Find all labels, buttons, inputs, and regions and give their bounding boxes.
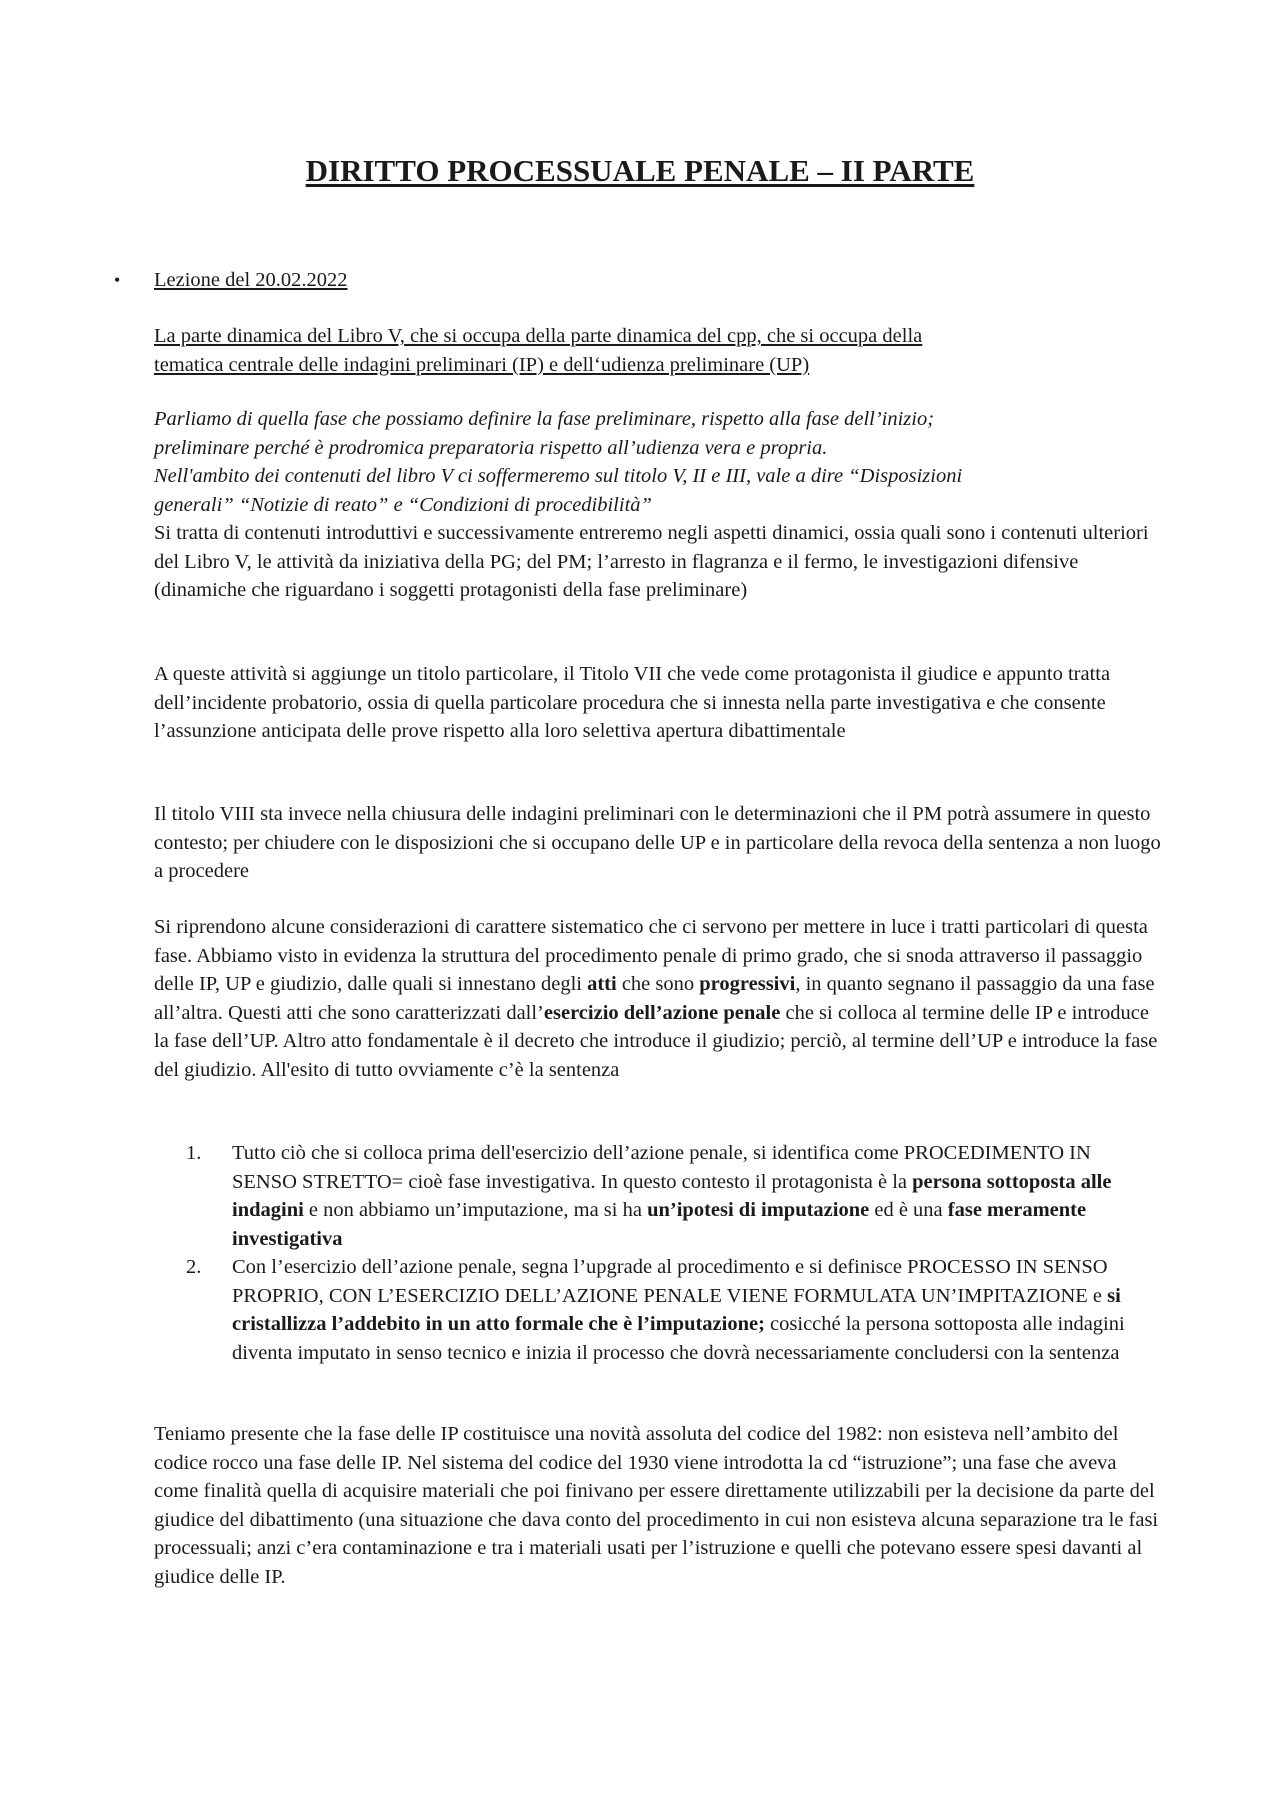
p4-bold-atti: atti [587, 973, 617, 995]
p4-text-2: che sono [616, 973, 700, 995]
p4-bold-esercizio: esercizio dell’azione penale [543, 1001, 781, 1024]
list-number: 1. [186, 1142, 202, 1164]
paragraph-2 [154, 660, 1164, 746]
li1-bold-2: un’ipotesi di imputazione [647, 1199, 870, 1221]
intro-line-2: tematica centrale delle indagini preliminari (IP) e dell‘udienza preliminare (UP) [154, 353, 810, 376]
intro-underlined-paragraph [154, 322, 1164, 379]
paragraph-4-text [154, 913, 1164, 1084]
p4-text-1: Si riprendono alcune considerazioni di carattere sistematico che ci servono per mettere in luce i tratti particolari di questa fase. Abbiamo visto in evidenza la struttura del procedimento penale di primo grado, che si snoda attraverso il passaggio delle IP, UP e giudizio, dalle quali si innestano degli [154, 916, 1148, 995]
li1-bold-1: persona sottoposta alle indagini [232, 1170, 1112, 1221]
paragraph-1 [154, 519, 1164, 605]
bullet-icon: • [114, 270, 121, 290]
li1-text-1: Tutto ciò che si colloca prima dell'esercizio dell’azione penale, si identifica come PROCEDIMENTO IN SENSO STRETTO= cioè fase investigativa. In questo contesto il protagonista è la [232, 1142, 1091, 1193]
paragraph-2-text: A queste attività si aggiunge un titolo particolare, il Titolo VII che vede come protagonista il giudice e appunto tratta dell’incidente probatorio, ossia di quella particolare procedura che si innesta nella parte investigativa e che consente l’assunzione anticipata delle prove rispetto alla loro selettiva apertura dibattimentale [154, 663, 1111, 742]
document-title: DIRITTO PROCESSUALE PENALE – II PARTE [305, 153, 975, 188]
list-item-2-text [232, 1253, 1156, 1367]
lesson-bullet-item [114, 266, 348, 294]
italic-line-4: generali” “Notizie di reato” e “Condizioni di procedibilità” [154, 493, 652, 516]
list-item-2 [186, 1253, 1156, 1367]
italic-line-1: Parliamo di quella fase che possiamo definire la fase preliminare, rispetto alla fase dell’inizio; [154, 408, 935, 430]
intro-line-1: La parte dinamica del Libro V, che si occupa della parte dinamica del cpp, che si occupa della [154, 325, 923, 347]
list-number: 2. [186, 1256, 202, 1278]
italic-paragraph [154, 405, 1164, 519]
italic-line-3: Nell'ambito dei contenuti del libro V ci soffermeremo sul titolo V, II e III, vale a dire “Disposizioni [154, 465, 963, 487]
li1-bold-3: fase meramente investigativa [232, 1199, 1087, 1250]
p4-text-4: che si colloca al termine delle IP e introduce la fase dell’UP. Altro atto fondamentale è il decreto che introduce il giudizio; perciò, al termine dell’UP e introduce la fase del giudizio. All'esito di tutto ovviamente c’è la sentenza [154, 1001, 1158, 1081]
li2-text-2: cosicché la persona sottoposta alle indagini diventa imputato in senso tecnico e inizia il processo che dovrà necessariamente concludersi con la sentenza [232, 1313, 1125, 1364]
paragraph-1-text: Si tratta di contenuti introduttivi e successivamente entreremo negli aspetti dinamici, ossia quali sono i contenuti ulteriori del Libro V, le attività da iniziativa della PG; del PM; l’arresto in flagranza e il fermo, le investigazioni difensive (dinamiche che riguardano i soggetti protagonisti della fase preliminare) [154, 522, 1149, 601]
li1-text-3: ed è una [869, 1199, 948, 1221]
list-item-1 [186, 1139, 1156, 1253]
p4-text-3: , in quanto segnano il passaggio da una fase all’altra. Questi atti che sono caratterizzati dall’ [154, 973, 1155, 1024]
paragraph-4 [154, 913, 1164, 1084]
li1-text-2: e non abbiamo un’imputazione, ma si ha [303, 1199, 648, 1221]
li2-bold-1: si cristallizza l’addebito in un atto formale che è l’imputazione; [232, 1284, 1121, 1335]
numbered-list [186, 1139, 1156, 1367]
list-item-1-text [232, 1139, 1156, 1253]
paragraph-5 [154, 1420, 1164, 1591]
lesson-date-label: Lezione del 20.02.2022 [154, 269, 348, 291]
paragraph-3-text: Il titolo VIII sta invece nella chiusura delle indagini preliminari con le determinazioni che il PM potrà assumere in questo contesto; per chiudere con le disposizioni che si occupano delle UP e in particolare della revoca della sentenza a non luogo a procedere [154, 803, 1161, 882]
italic-line-2: preliminare perché è prodromica preparatoria rispetto all’udienza vera e propria. [154, 436, 828, 459]
li2-text-1: Con l’esercizio dell’azione penale, segna l’upgrade al procedimento e si definisce PROCESSO IN SENSO PROPRIO, CON L’ESERCIZIO DELL’AZIONE PENALE VIENE FORMULATA UN’IMPITAZIONE e [232, 1256, 1108, 1307]
p4-bold-progressivi: progressivi [699, 973, 796, 995]
paragraph-5-text: Teniamo presente che la fase delle IP costituisce una novità assoluta del codice del 1982: non esisteva nell’ambito del codice rocco una fase delle IP. Nel sistema del codice del 1930 viene introdotta la cd “istruzione”; una fase che aveva come finalità quella di acquisire materiali che poi finivano per essere direttamente utilizzabili per la decisione da parte del giudice del dibattimento (una situazione che dava conto del procedimento in cui non esisteva alcuna separazione tra le fasi processuali; anzi c’era contaminazione e tra i materiali usati per l’istruzione e quelli che potevano essere spesi davanti al giudice delle IP. [154, 1423, 1159, 1588]
paragraph-3 [154, 800, 1164, 886]
